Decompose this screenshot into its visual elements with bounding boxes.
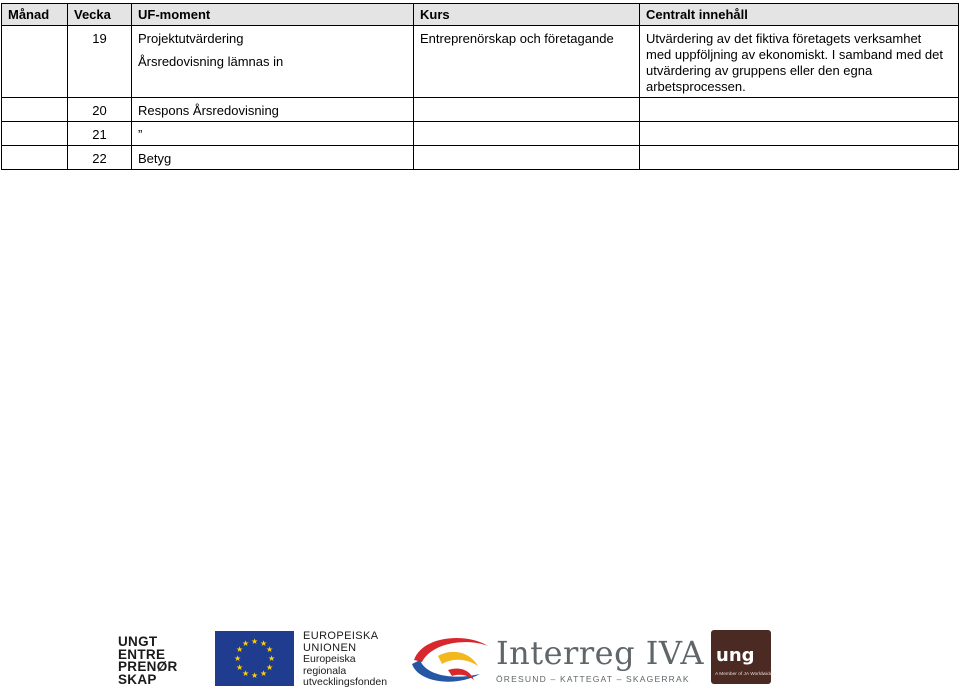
logo-text: regionala <box>303 664 347 677</box>
logo-text: UNIONEN <box>303 641 357 654</box>
logo-text: Europeiska <box>303 653 356 665</box>
cell-week: 20 <box>68 98 132 122</box>
logo-text: EUROPEISKA <box>303 630 379 642</box>
interreg-logo <box>408 630 704 690</box>
cell-uf-moment: ” <box>132 122 414 146</box>
cell-central-content <box>640 122 959 146</box>
interreg-subtitle: ÖRESUND – KATTEGAT – SKAGERRAK <box>496 674 690 684</box>
cell-week: 19 <box>68 26 132 98</box>
cell-uf-moment: Betyg <box>132 146 414 170</box>
cell-course <box>414 146 640 170</box>
table-row <box>2 98 959 122</box>
table-row <box>2 122 959 146</box>
cell-central-content <box>640 146 959 170</box>
interreg-swoosh-icon <box>408 630 494 688</box>
cell-month <box>2 98 68 122</box>
moment-line: Projektutvärdering <box>138 31 244 46</box>
eu-logo-text <box>303 631 393 689</box>
header-course: Kurs <box>414 4 640 26</box>
cell-central-content <box>640 26 959 98</box>
content-line: Utvärdering av det fiktiva företagets verksamhet <box>646 31 922 46</box>
cell-course <box>414 122 640 146</box>
cell-week: 21 <box>68 122 132 146</box>
cell-course: Entreprenörskap och företagande <box>414 26 640 98</box>
svg-text:★: ★ <box>242 669 250 678</box>
svg-text:★: ★ <box>266 663 274 672</box>
table-row <box>2 26 959 98</box>
cell-month <box>2 146 68 170</box>
course-schedule-table <box>1 3 959 170</box>
cell-course <box>414 98 640 122</box>
cell-uf-moment: Respons Årsredovisning <box>132 98 414 122</box>
svg-text:★: ★ <box>268 654 276 663</box>
svg-text:★: ★ <box>260 669 268 678</box>
header-month: Månad <box>2 4 68 26</box>
content-line: utvärdering av gruppens eller den egna <box>646 63 873 78</box>
ung-wordmark: ung <box>716 645 755 666</box>
svg-text:★: ★ <box>260 639 268 648</box>
header-week: Vecka <box>68 4 132 26</box>
logo-text: ENTRE <box>118 646 166 662</box>
logo-text: utvecklingsfonden <box>303 676 388 688</box>
cell-month <box>2 122 68 146</box>
footer-logos <box>0 620 960 690</box>
content-line: arbetsprocessen. <box>646 79 746 94</box>
moment-line: Årsredovisning lämnas in <box>138 54 284 69</box>
table-row <box>2 146 959 170</box>
svg-text:★: ★ <box>236 645 244 654</box>
cell-month <box>2 26 68 98</box>
ung-tagline: A Member of JA Worldwide <box>715 672 773 677</box>
svg-text:★: ★ <box>251 671 259 680</box>
svg-text:★: ★ <box>251 637 259 646</box>
svg-text:★: ★ <box>236 663 244 672</box>
logo-text: UNGT <box>118 634 158 649</box>
eu-flag-icon <box>215 631 294 686</box>
table-header-row <box>2 4 959 26</box>
ung-foretagsamhet-logo <box>711 630 771 684</box>
ungt-entreprenorskap-logo <box>118 634 178 687</box>
svg-text:★: ★ <box>234 654 242 663</box>
eu-logo <box>215 631 387 688</box>
cell-uf-moment <box>132 26 414 98</box>
svg-text:★: ★ <box>242 639 250 648</box>
header-central-content: Centralt innehåll <box>640 4 959 26</box>
logo-text: PRENØR <box>118 659 178 674</box>
content-line: med uppföljning av ekonomiskt. I samband med det <box>646 47 944 62</box>
cell-central-content <box>640 98 959 122</box>
interreg-wordmark: Interreg IVA <box>496 634 704 672</box>
logo-text: SKAP <box>118 671 157 687</box>
header-uf-moment: UF-moment <box>132 4 414 26</box>
cell-week: 22 <box>68 146 132 170</box>
svg-text:★: ★ <box>266 645 274 654</box>
